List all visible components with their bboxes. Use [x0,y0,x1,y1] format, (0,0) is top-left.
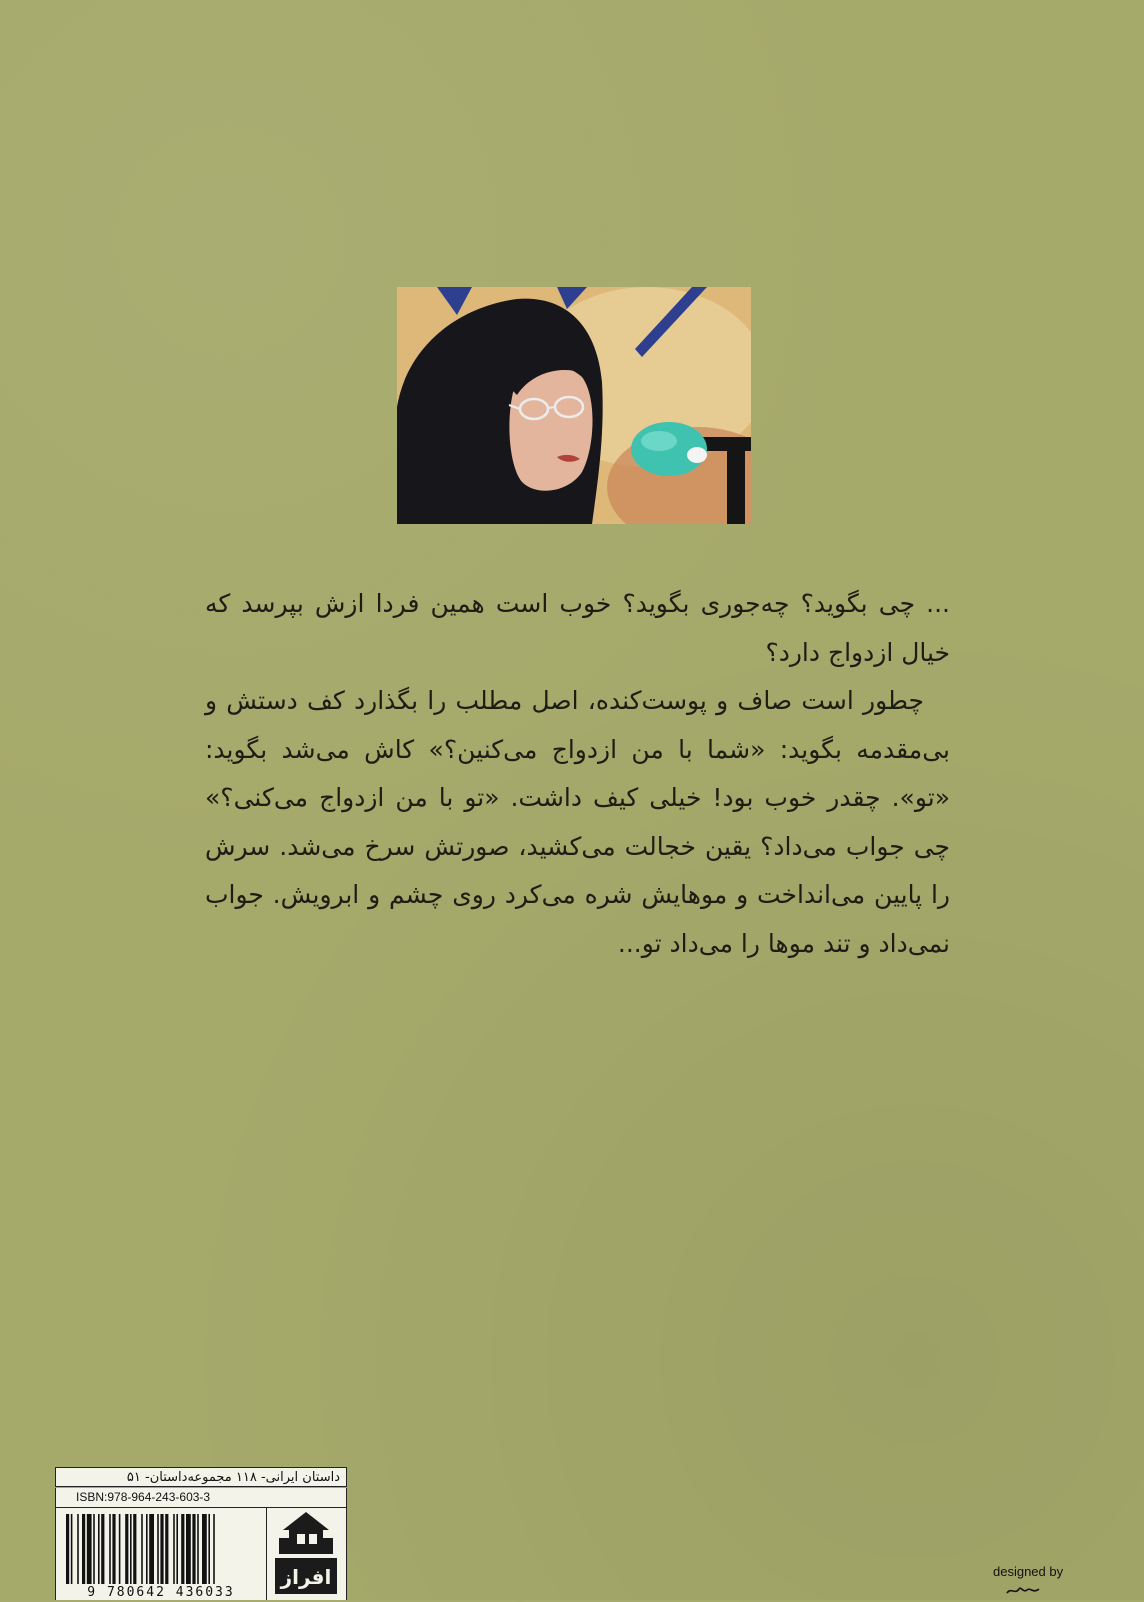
barcode-bar [160,1514,163,1584]
barcode-bar [186,1514,191,1584]
barcode-digits: 9 780642 436033 [56,1586,266,1600]
barcode-bar [130,1514,132,1584]
series-info: داستان ایرانی- ۱۱۸ مجموعه‌داستان- ۵۱ [55,1467,347,1487]
barcode-bar [71,1514,73,1584]
barcode-bar [93,1514,95,1584]
barcode-bar [125,1514,128,1584]
barcode [55,1508,267,1600]
barcode-bar [197,1514,199,1584]
designer-signature-icon [1005,1583,1045,1597]
excerpt-paragraph: چطور است صاف و پوست‌کنده، اصل مطلب را بگذارد کف دستش و بی‌مقدمه بگوید: «شما با من ازدواج می‌کنین؟» کاش می‌شد بگوید: «تو». چقدر خوب بود! خیلی کیف داشت. «تو با من ازدواج می‌کنی؟» چی جواب می‌داد؟ یقین خجالت می‌کشید، صورتش سرخ می‌شد. سرش را پایین می‌انداخت و موهایش شره می‌کرد روی چشم و ابرویش. جواب نمی‌داد و تند موها را می‌داد تو... [205,686,950,958]
excerpt-paragraph: ... چی بگوید؟ چه‌جوری بگوید؟ خوب است همین فردا ازش بپرسد که خیال ازدواج دارد؟ [205,589,950,667]
publisher-logo [267,1508,347,1600]
back-cover-excerpt [205,580,950,968]
barcode-bars [56,1508,267,1586]
barcode-bar [192,1514,195,1584]
author-photo-illustration [397,287,751,524]
barcode-bar [202,1514,207,1584]
barcode-bar [119,1514,121,1584]
barcode-bar [82,1514,85,1584]
publisher-logo-text: افراز [280,1565,332,1589]
barcode-bar [66,1514,69,1584]
publisher-logo-icon [267,1508,345,1598]
barcode-bar [146,1514,148,1584]
barcode-bar [101,1514,104,1584]
isbn-label: ISBN:978-964-243-603-3 [55,1488,347,1508]
barcode-bar [98,1514,100,1584]
barcode-bar [173,1514,175,1584]
author-photo [397,287,751,524]
barcode-bar [165,1514,168,1584]
barcode-bar [141,1514,143,1584]
barcode-bar [213,1514,215,1584]
barcode-bar [133,1514,136,1584]
barcode-bar [208,1514,210,1584]
barcode-bar [109,1514,111,1584]
barcode-bar [77,1514,79,1584]
barcode-bar [87,1514,92,1584]
barcode-bar [157,1514,159,1584]
barcode-bar [149,1514,154,1584]
designer-credit: designed by [993,1564,1064,1579]
barcode-bar [181,1514,184,1584]
barcode-bar [176,1514,178,1584]
barcode-bar [112,1514,115,1584]
